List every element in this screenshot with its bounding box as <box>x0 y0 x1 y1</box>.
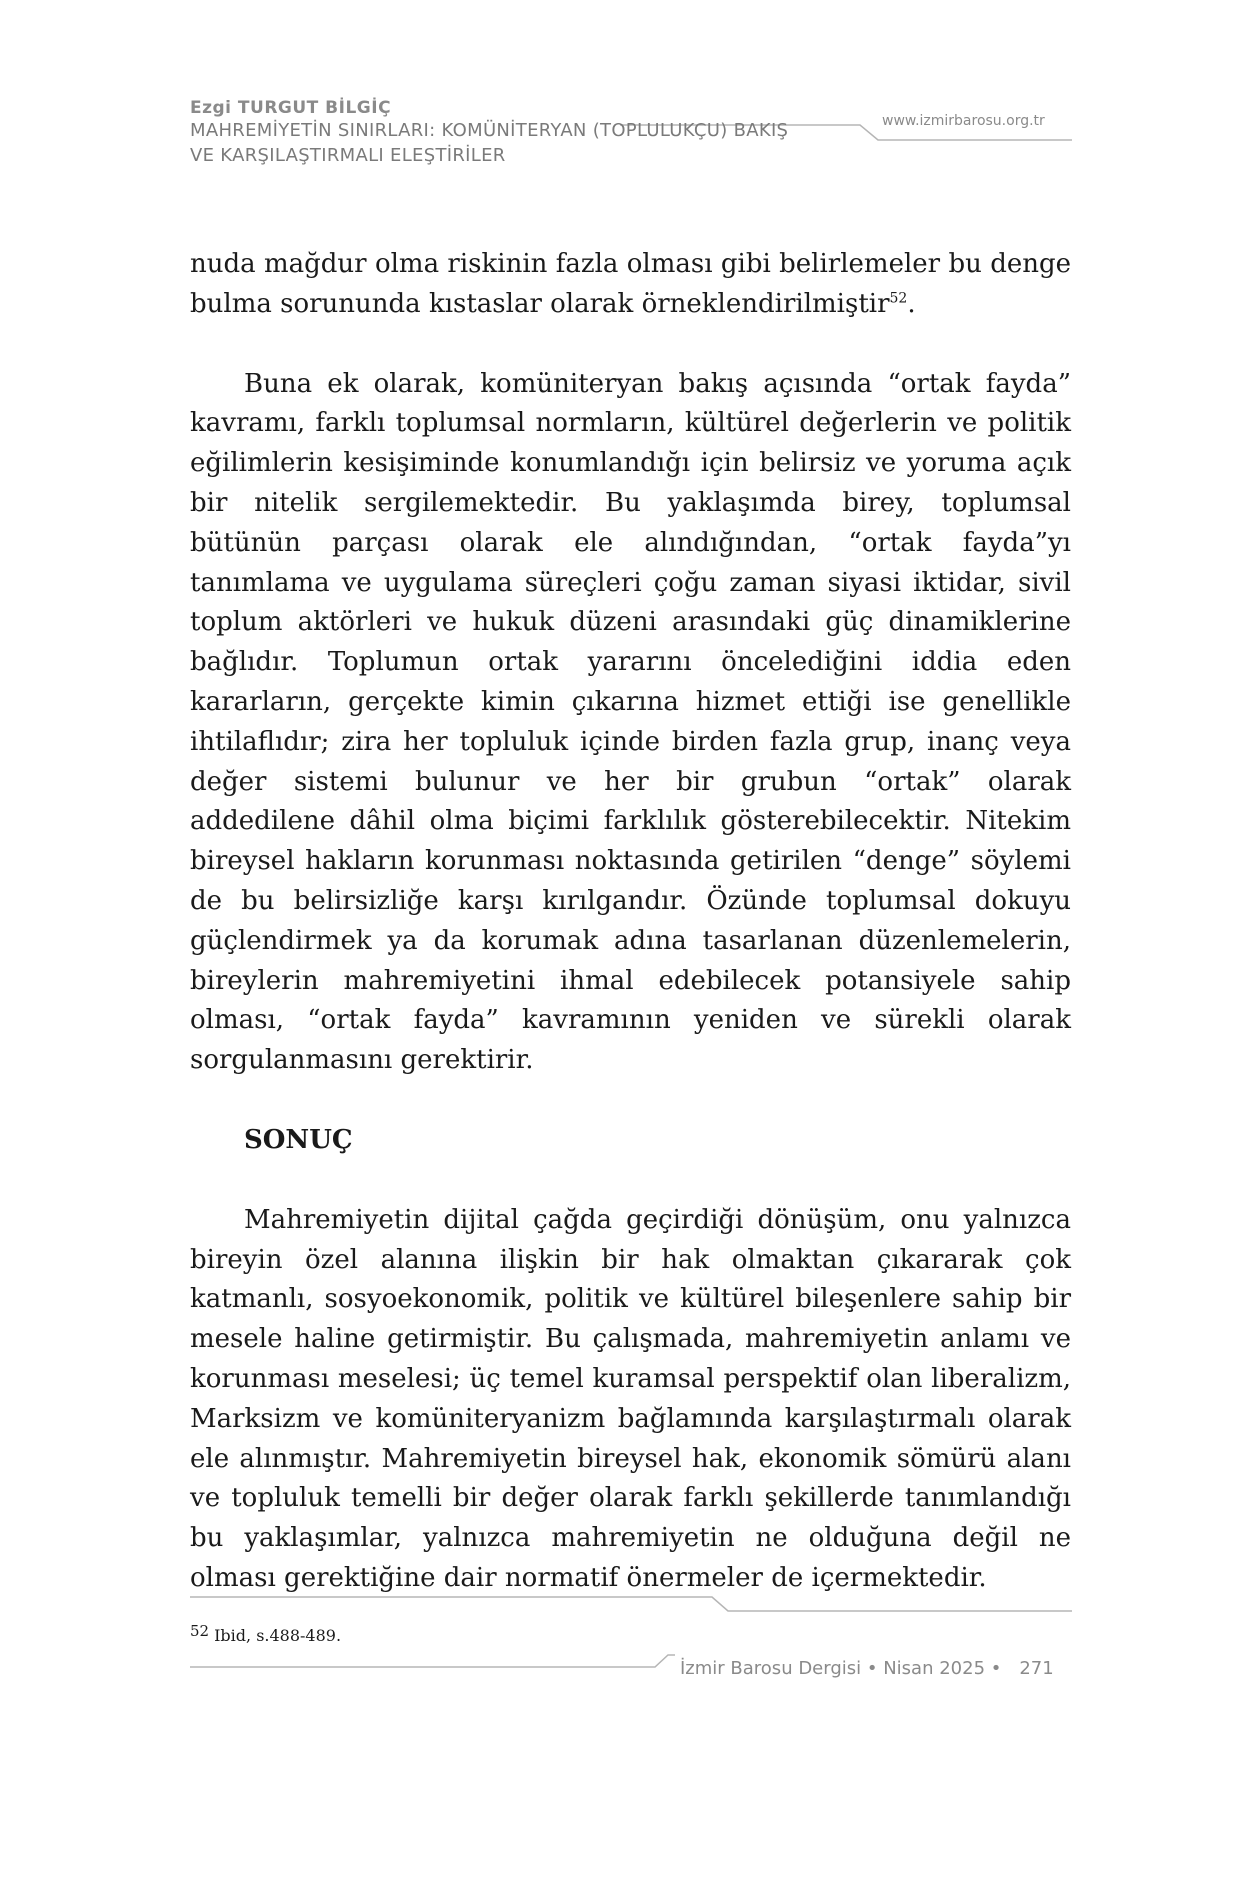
author-name: Ezgi TURGUT BİLGİÇ <box>190 98 392 118</box>
paragraph-conclusion: Mahremiyetin dijital çağda geçirdiği dönüşüm, onu yalnızca bireyin özel alanına ilişkin bir hak olmaktan çıkararak çok katmanlı, sosyoekonomik, politik ve kültürel bileşenlere sahip bir mesele haline getirmiştir. Bu çalışmada, mahremiyetin anlamı ve korunması meselesi; üç temel kuramsal perspektif olan liberalizm, Marksizm ve komüniteryanizm bağlamında karşılaştırmalı olarak ele alınmıştır. Mahremiyetin bireysel hak, ekonomik sömürü alanı ve topluluk temelli bir değer olarak farklı şekillerde tanımlandığı bu yaklaşımlar, yalnızca mahremiyetin ne olduğuna değil ne olması gerektiğine dair normatif önermeler de içermektedir. <box>190 1204 1071 1593</box>
section-heading-sonuc: SONUÇ <box>244 1124 353 1155</box>
article-body <box>190 245 1071 1599</box>
paragraph-continued-text: nuda mağdur olma riskinin fazla olması gibi belirlemeler bu denge bulma sorununda kıstaslar olarak örneklendirilmiştir <box>190 249 1071 319</box>
footnote-rule <box>190 1597 1072 1611</box>
page-footer <box>680 1658 1054 1679</box>
footnote-reference-52[interactable]: 52 <box>889 290 908 307</box>
running-header <box>190 98 1080 168</box>
footnote <box>190 1622 341 1645</box>
footnote-text: Ibid, s.488-489. <box>214 1626 342 1645</box>
page-number: 271 <box>1019 1658 1054 1679</box>
article-title-line-2: VE KARŞILAŞTIRMALI ELEŞTİRİLER <box>190 145 506 166</box>
footer-rule <box>190 1655 675 1667</box>
paragraph-continued <box>190 245 1071 325</box>
article-title-line-1: MAHREMİYETİN SINIRLARI: KOMÜNİTERYAN (TOPLULUKÇU) BAKIŞ <box>190 120 789 141</box>
paragraph-ortak-fayda: Buna ek olarak, komüniteryan bakış açısında “ortak fayda” kavramı, farklı toplumsal normların, kültürel değerlerin ve politik eğilimlerin kesişiminde konumlandığı için belirsiz ve yoruma açık bir nitelik sergilemektedir. Bu yaklaşımda birey, toplumsal bütünün parçası olarak ele alındığından, “ortak fayda”yı tanımlama ve uygulama süreçleri çoğu zaman siyasi iktidar, sivil toplum aktörleri ve hukuk düzeni arasındaki güç dinamiklerine bağlıdır. Toplumun ortak yararını öncelediğini iddia eden kararların, gerçekte kimin çıkarına hizmet ettiği ise genellikle ihtilaflıdır; zira her topluluk içinde birden fazla grup, inanç veya değer sistemi bulunur ve her bir grubun “ortak” olarak addedilene dâhil olma biçimi farklılık gösterebilecektir. Nitekim bireysel hakların korunması noktasında getirilen “denge” söylemi de bu belirsizliğe karşı kırılgandır. Özünde toplumsal dokuyu güçlendirmek ya da korumak adına tasarlanan düzenlemelerin, bireylerin mahremiyetini ihmal edebilecek potansiyele sahip olması, “ortak fayda” kavramının yeniden ve sürekli olarak sorgulanmasını gerektirir. <box>190 368 1071 1076</box>
website-url: www.izmirbarosu.org.tr <box>882 113 1045 129</box>
paragraph-continued-end: . <box>907 288 916 319</box>
footnote-number: 52 <box>190 1622 210 1640</box>
journal-name: İzmir Barosu Dergisi • Nisan 2025 • <box>680 1658 1002 1679</box>
